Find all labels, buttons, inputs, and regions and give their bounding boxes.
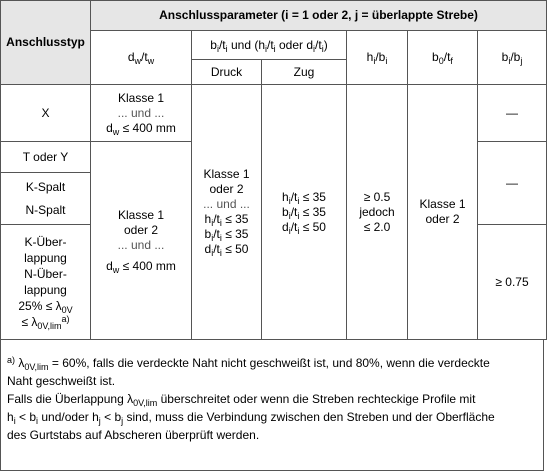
- col-dw-values: Klasse 1 oder 2 ... und ... $d_w \le 400$ mm: [91, 142, 192, 340]
- header-dw-tw: $d_w/t_w$: [91, 31, 192, 85]
- footnote-line-5: des Gurtstabs auf Abscheren überprüft werden.: [7, 428, 260, 442]
- row-mid-bibj: —: [478, 142, 547, 225]
- footnote-line-1: $^{a)}$ $\lambda_{0V,lim} = 60\%$, falls die verdeckte Naht nicht geschweißt ist, und 80%, wenn die verdeckte: [7, 355, 490, 372]
- row-x-label: X: [1, 85, 91, 142]
- row-low-bibj: ≥ 0.75: [478, 225, 547, 340]
- row-ty-label: T oder Y: [1, 142, 91, 173]
- row-x-dw: Klasse 1 ... und ... $d_w \le 400$ mm: [91, 85, 192, 142]
- footnote-line-3: Falls die Überlappung $\lambda_{0V,lim}$ überschreitet oder wenn die Streben rechteckige Profile mit: [7, 392, 476, 408]
- header-params-title: Anschlussparameter (i = 1 oder 2, j = überlappte Strebe): [91, 1, 547, 31]
- row-ueberlappung-labels: K-Über- lappung N-Über- lappung $25\% \le \lambda_{0V}$ ≤ $\lambda_{0V,lim}^{a)}$: [1, 225, 91, 340]
- col-druck-values: Klasse 1 oder 2 ... und ... $h_i/t_i \le 35$ $b_i/t_i \le 35$ $d_i/t_i \le 50$: [192, 85, 262, 340]
- col-zug-values: $h_i/t_i \le 35$ $b_i/t_i \le 35$ $d_i/t_i \le 50$: [262, 85, 347, 340]
- row-x-bibj: —: [478, 85, 547, 142]
- col-b0tf-values: Klasse 1 oder 2: [408, 85, 478, 340]
- row-spalt-labels: K-Spalt N-Spalt: [1, 173, 91, 225]
- header-hi-bi: $h_i/b_i$: [347, 31, 408, 85]
- header-zug: Zug: [262, 60, 347, 85]
- header-b0-tf: $b_0/t_f$: [408, 31, 478, 85]
- header-bi-ti: $b_i/t_i$ und ($h_i/t_i$ oder $d_i/t_i$): [192, 31, 347, 60]
- header-anschlusstyp: Anschlusstyp: [1, 1, 91, 85]
- header-druck: Druck: [192, 60, 262, 85]
- header-bi-bj: $b_i/b_j$: [478, 31, 547, 85]
- col-hibi-values: ≥ 0.5 jedoch ≤ 2.0: [347, 85, 408, 340]
- footnote: [0, 339, 544, 471]
- footnote-line-2: Naht geschweißt ist.: [7, 374, 116, 388]
- footnote-line-4: $h_i < b_i$ und/oder $h_j < b_j$ sind, muss die Verbindung zwischen den Streben und der Oberfläche: [7, 410, 495, 426]
